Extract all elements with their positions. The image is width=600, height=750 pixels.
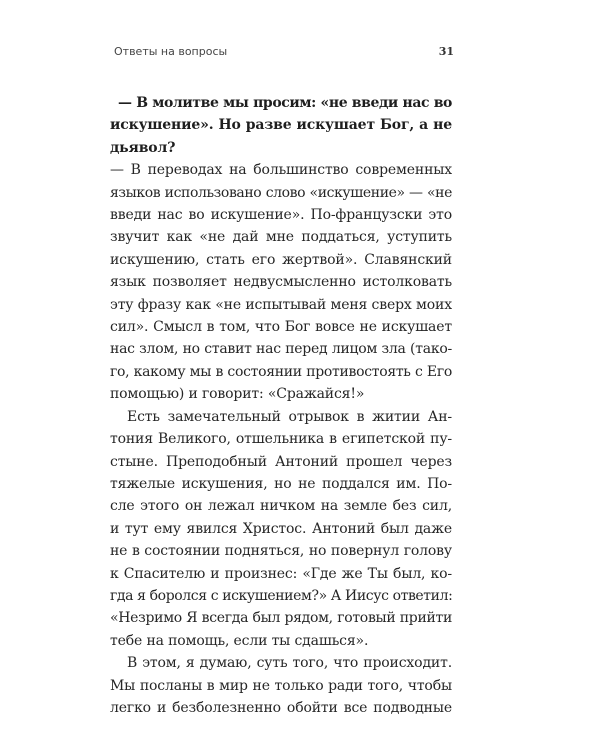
page-body	[110, 92, 452, 719]
question-heading	[110, 92, 452, 159]
body-paragraph	[110, 406, 452, 652]
page-header	[114, 45, 454, 58]
text-line: к Спасителю и произнес: «Где же Ты был, ко-	[110, 565, 452, 582]
text-line: легко и безболезненно обойти все подводные	[110, 699, 452, 716]
text-line: Есть замечательный отрывок в житии Ан-	[127, 408, 452, 425]
text-line: гда я боролся с искушением?» А Иисус ответил:	[110, 587, 453, 604]
text-line: сил». Смысл в том, что Бог вовсе не искушает	[110, 319, 452, 336]
text-line: языков использовано слово «искушение» — «не	[110, 184, 452, 201]
text-line: язык позволяет недвусмысленно истолковать	[110, 274, 452, 291]
text-line: тяжелые искушения, но не поддался им. По-	[110, 475, 452, 492]
running-head: Ответы на вопросы	[114, 45, 228, 58]
text-line: и тут ему явился Христос. Антоний был даже	[110, 520, 452, 537]
text-line: — В переводах на большинство современных	[110, 162, 452, 179]
text-line: тебе на помощь, если ты сдашься».	[110, 632, 369, 649]
text-line: стыне. Преподобный Антоний прошел через	[110, 453, 452, 470]
text-line: го, какому мы в состоянии противостоять с Его	[110, 363, 452, 380]
text-line: помощью) и говорит: «Сражайся!»	[110, 386, 365, 403]
text-line: звучит как «не дай мне поддаться, уступить	[110, 229, 452, 246]
text-line: искушению, стать его жертвой». Славянский	[110, 251, 452, 268]
text-line: В этом, я думаю, суть того, что происходит.	[127, 655, 452, 672]
text-line: «Незримо Я всегда был рядом, готовый прийти	[110, 610, 452, 627]
text-line: дьявол?	[110, 139, 176, 156]
text-line: сле этого он лежал ничком на земле без сил,	[110, 498, 452, 515]
text-line: Мы посланы в мир не только ради того, чтобы	[110, 677, 452, 694]
text-line: — В молитве мы просим: «не введи нас во	[118, 95, 452, 111]
body-paragraph	[110, 652, 452, 719]
text-line: эту фразу как «не испытывай меня сверх моих	[110, 296, 452, 313]
answer-paragraph	[110, 159, 452, 405]
text-line: введи нас во искушение». По-французски это	[110, 207, 452, 224]
text-line: тония Великого, отшельника в египетской пу-	[110, 431, 452, 448]
page-number: 31	[438, 45, 454, 58]
text-line: искушение». Но разве искушает Бог, а не	[110, 117, 452, 134]
text-line: не в состоянии подняться, но повернул голову	[110, 543, 452, 560]
text-line: нас злом, но ставит нас перед лицом зла (тако-	[110, 341, 452, 358]
